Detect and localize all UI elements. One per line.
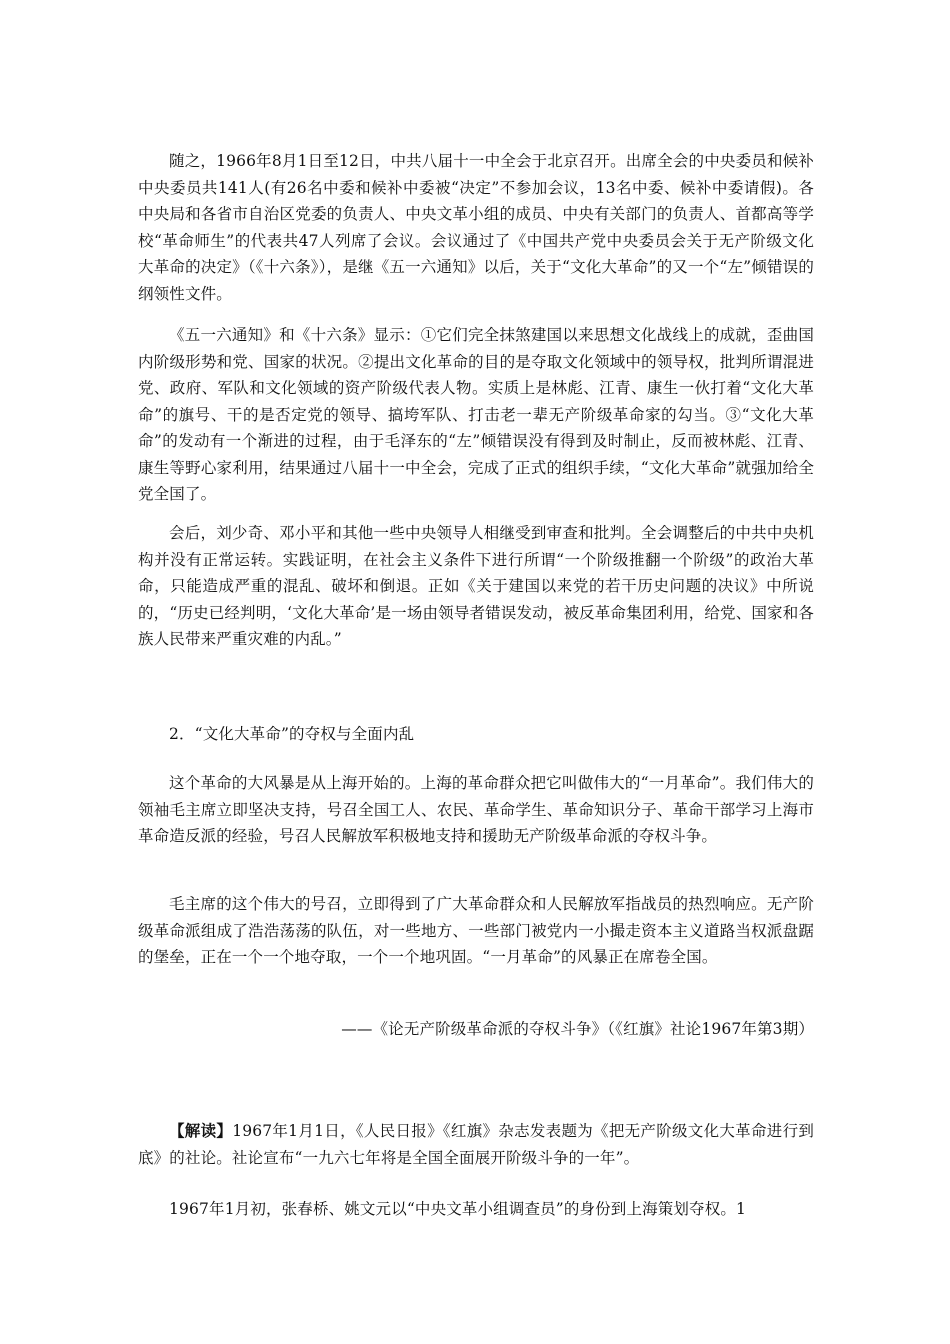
interpretation-label: 【解读】 xyxy=(169,1121,233,1140)
document-page xyxy=(138,0,814,1344)
paragraph-quote-call: 毛主席的这个伟大的号召，立即得到了广大革命群众和人民解放军指战员的热烈响应。无产阶级革命派组成了浩浩荡荡的队伍，对一些地方、一些部门被党内一小撮走资本主义道路当权派盘踞的堡垒，正在一个一个地夺取，一个一个地巩固。“一月革命”的风暴正在席卷全国。 xyxy=(138,895,814,966)
paragraph-shanghai: 1967年1月初，张春桥、姚文元以“中央文革小组调查员”的身份到上海策划夺权。1 xyxy=(169,1200,747,1218)
interpretation-text: 1967年1月1日，《人民日报》《红旗》杂志发表题为《把无产阶级文化大革命进行到底》的社论。社论宣布“一九六七年将是全国全面展开阶级斗争的一年”。 xyxy=(138,1122,815,1167)
paragraph-interpretation xyxy=(138,1118,814,1171)
quote-source: ——《论无产阶级革命派的夺权斗争》（《红旗》社论1967年第3期） xyxy=(341,1020,814,1038)
paragraph-notices: 《五一六通知》和《十六条》显示：①它们完全抹煞建国以来思想文化战线上的成就，歪曲国内阶级形势和党、国家的状况。②提出文化革命的目的是夺取文化领域中的领导权，批判所谓混进党、政府、军队和文化领域的资产阶级代表人物。实质上是林彪、江青、康生一伙打着“文化大革命”的旗号、干的是否定党的领导、搞垮军队、打击老一辈无产阶级革命家的勾当。③“文化大革命”的发动有一个渐进的过程，由于毛泽东的“左”倾错误没有得到及时制止，反而被林彪、江青、康生等野心家利用，结果通过八届十一中全会，完成了正式的组织手续，“文化大革命”就强加给全党全国了。 xyxy=(138,326,814,503)
section-heading: 2．“文化大革命”的夺权与全面内乱 xyxy=(169,725,415,743)
paragraph-aftermath: 会后，刘少奇、邓小平和其他一些中央领导人相继受到审查和批判。全会调整后的中共中央机构并没有正常运转。实践证明，在社会主义条件下进行所谓“一个阶级推翻一个阶级”的政治大革命，只能造成严重的混乱、破坏和倒退。正如《关于建国以来党的若干历史问题的决议》中所说的，“历史已经判明，‘文化大革命’是一场由领导者错误发动，被反革命集团利用，给党、国家和各族人民带来严重灾难的内乱。” xyxy=(138,524,814,648)
paragraph-plenum: 随之，1966年8月1日至12日，中共八届十一中全会于北京召开。出席全会的中央委员和候补中央委员共141人(有26名中委和候补中委被“决定”不参加会议，13名中委、候补中委请假)。各中央局和各省市自治区党委的负责人、中央文革小组的成员、中央有关部门的负责人、首都高等学校“革命师生”的代表共47人列席了会议。会议通过了《中国共产党中央委员会关于无产阶级文化大革命的决定》（《十六条》），是继《五一六通知》以后，关于“文化大革命”的又一个“左”倾错误的纲领性文件。 xyxy=(138,152,814,303)
paragraph-quote-storm: 这个革命的大风暴是从上海开始的。上海的革命群众把它叫做伟大的“一月革命”。我们伟大的领袖毛主席立即坚决支持，号召全国工人、农民、革命学生、革命知识分子、革命干部学习上海市革命造反派的经验，号召人民解放军积极地支持和援助无产阶级革命派的夺权斗争。 xyxy=(138,774,814,845)
